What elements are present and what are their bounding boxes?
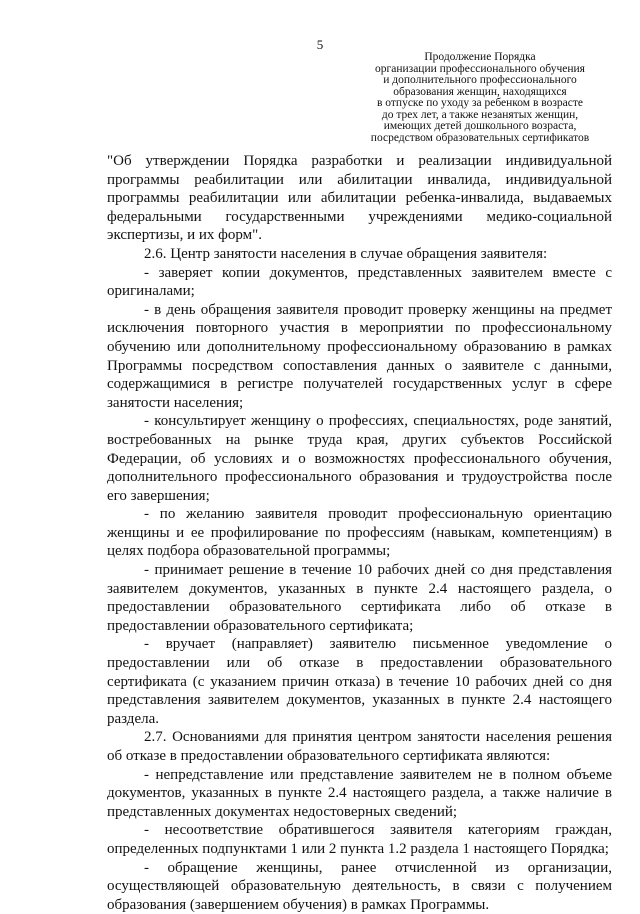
paragraph-list-item: - заверяет копии документов, представленных заявителем вместе с оригиналами; [107, 264, 612, 300]
paragraph-list-item: - несоответствие обратившегося заявителя категориям граждан, определенных подпунктами 1 или 2 пункта 1.2 раздела 1 настоящего Порядка; [107, 822, 612, 857]
paragraph-section-2-6: 2.6. Центр занятости населения в случае обращения заявителя: [144, 245, 548, 262]
header-line: организации профессионального обучения [375, 62, 585, 75]
paragraph-list-item: - обращение женщины, ранее отчисленной из организации, осуществляющей образовательную деятельность, в связи с получением образования (завершением обучения) в рамках Программы. [107, 859, 612, 913]
document-body [107, 152, 612, 914]
paragraph-list-item: - по желанию заявителя проводит профессиональную ориентацию женщины и ее профилирование по профессиям (навыкам, компетенциям) в целях подбора образовательной программы; [107, 506, 612, 560]
header-line: до трех лет, а также незанятых женщин, [381, 108, 579, 121]
paragraph-list-item: - непредставление или представление заявителем не в полном объеме документов, указанных в пункте 2.4 настоящего раздела, а также наличие в представленных документах недостоверных сведений; [107, 766, 612, 820]
paragraph-list-item: - консультирует женщину о профессиях, специальностях, роде занятий, востребованных на рынке труда края, других субъектов Российской Федерации, об условиях и о возможностях профессионального обучения, дополнительного профессионального образования и трудоустройства после его завершения; [107, 413, 612, 504]
header-line: в отпуске по уходу за ребенком в возрасте [376, 97, 583, 109]
header-line: имеющих детей дошкольного возраста, [383, 120, 577, 132]
paragraph-list-item: - принимает решение в течение 10 рабочих дней со дня представления заявителем документов, указанных в пункте 2.4 настоящего раздела, о предоставлении образовательного сертификата либо об отказе в предоставлении образовательного сертификата; [107, 562, 612, 634]
paragraph-list-item: - в день обращения заявителя проводит проверку женщины на предмет исключения повторного участия в мероприятии по профессиональному обучению или дополнительному профессиональному образованию в рамках Программы посредством сопоставления данных о заявителе с данными, содержащимися в регистре получателей государственных услуг в сфере занятости населения; [107, 301, 612, 411]
header-line: и дополнительного профессионального [383, 74, 577, 86]
header-line: Продолжение Порядка [424, 51, 536, 63]
paragraph-section-2-7: 2.7. Основаниями для принятия центром занятости населения решения об отказе в предоставлении образовательного сертификата являются: [107, 729, 612, 764]
header-line: посредством образовательных сертификатов [370, 131, 590, 144]
paragraph-continuation: "Об утверждении Порядка разработки и реализации индивидуальной программы реабилитации или абилитации инвалида, индивидуальной программы реабилитации или абилитации ребенка-инвалида, выдаваемых федеральными государственными учреждениями медико-социальной экспертизы, и их форм". [107, 153, 612, 244]
page-number: 5 [316, 37, 324, 52]
paragraph-list-item: - вручает (направляет) заявителю письменное уведомление о предоставлении или об отказе в предоставлении образовательного сертификата (с указанием причин отказа) в течение 10 рабочих дней со дня представления заявителем документов, указанных в пункте 2.4 настоящего раздела. [107, 636, 612, 727]
document-header-continuation [355, 52, 605, 144]
header-line: образования женщин, находящихся [393, 85, 567, 98]
